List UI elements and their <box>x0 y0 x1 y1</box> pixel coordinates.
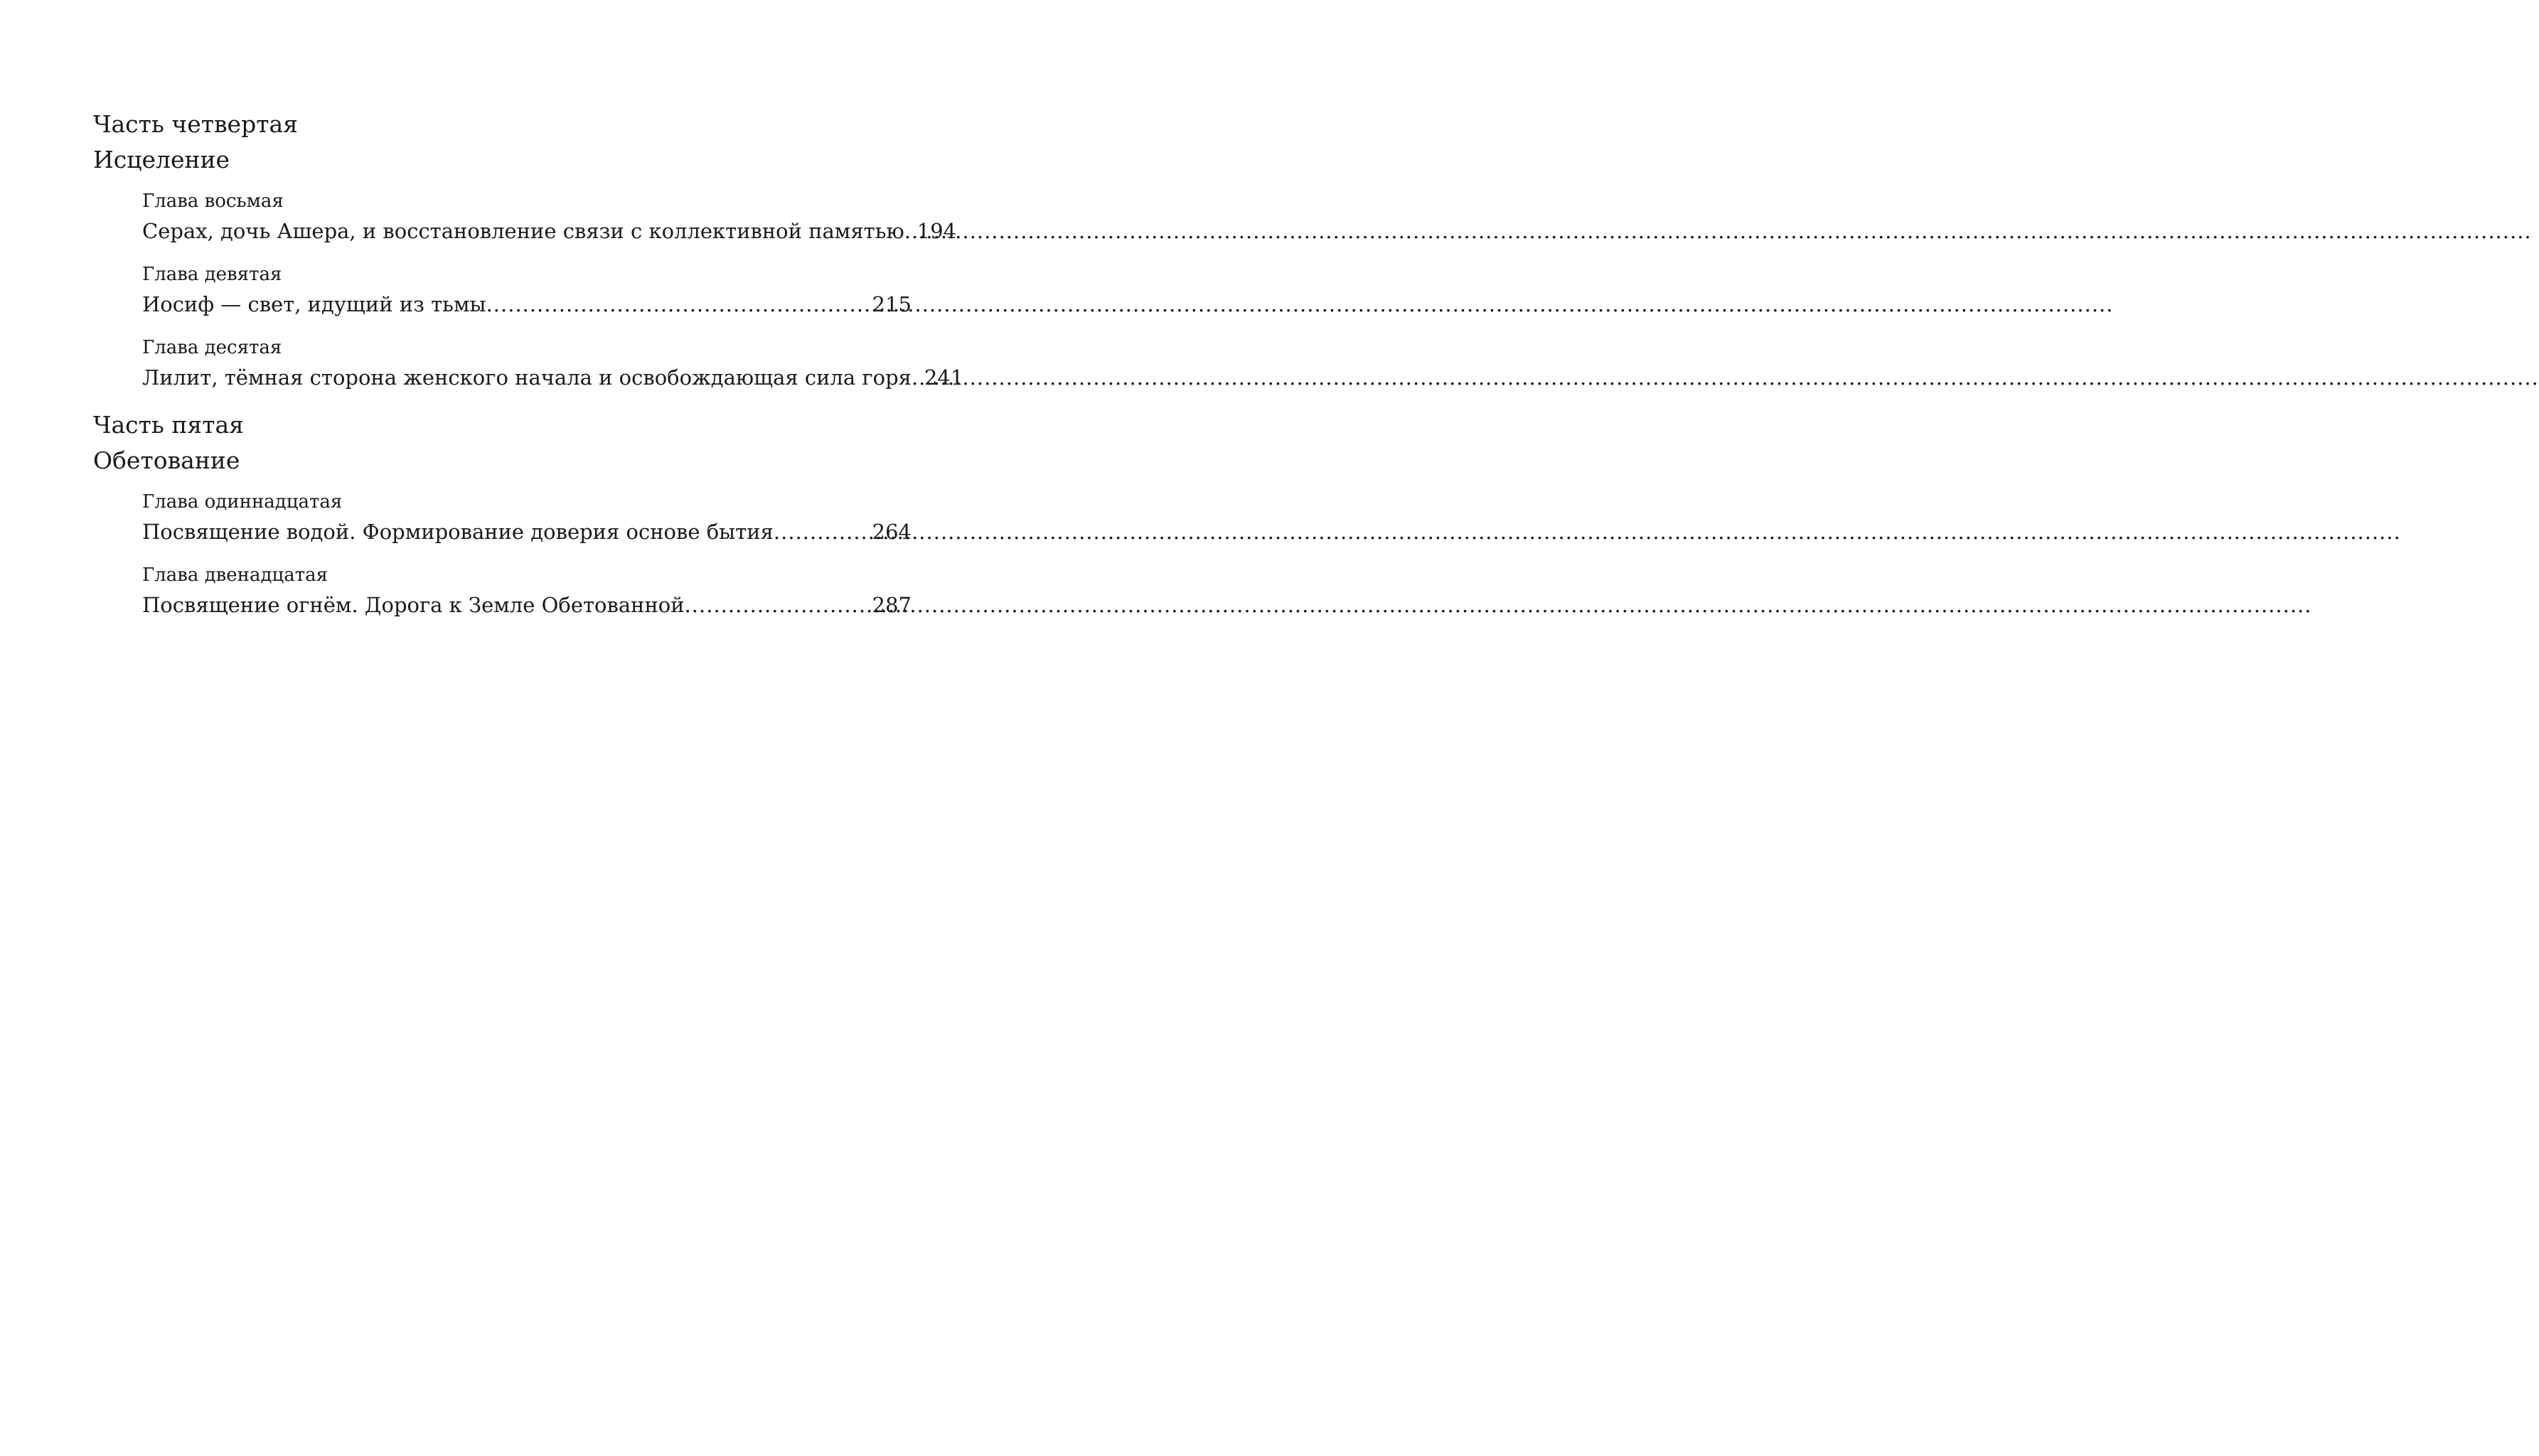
page-number: 287 <box>872 593 912 617</box>
toc-entry[interactable] <box>142 488 912 547</box>
chapter-title: Серах, дочь Ашера, и восстановление связи с коллективной памятью <box>142 219 904 243</box>
dot-leader <box>685 589 872 621</box>
page-number: 264 <box>872 520 912 544</box>
part-heading <box>93 107 911 178</box>
part-label: Часть пятая <box>93 411 244 439</box>
page-number: 194 <box>916 219 957 243</box>
chapter-label: Глава восьмая <box>142 191 284 212</box>
chapter-entry-line <box>142 516 912 547</box>
toc-entry[interactable] <box>142 333 964 393</box>
page-number: 241 <box>924 365 964 390</box>
chapter-label: Глава двенадцатая <box>142 564 328 586</box>
chapter-label: Глава девятая <box>142 264 282 285</box>
chapter-label: Глава одиннадцатая <box>142 491 343 513</box>
part-title: Обетование <box>93 446 240 474</box>
dot-leader <box>774 516 872 547</box>
table-of-contents-page <box>0 0 1022 1456</box>
chapter-title: Лилит, тёмная сторона женского начала и освобождающая сила горя <box>142 365 912 390</box>
toc-entry[interactable] <box>142 260 912 320</box>
part-label: Часть четвертая <box>93 110 298 138</box>
chapter-entry-line <box>142 589 912 621</box>
dot-leader <box>486 289 872 320</box>
chapter-entry-line <box>142 215 957 247</box>
dot-leader <box>912 362 924 393</box>
part-heading <box>93 407 911 478</box>
toc-entry[interactable] <box>142 561 912 621</box>
chapter-title: Посвящение огнём. Дорога к Земле Обетованной <box>142 593 685 617</box>
part-title: Исцеление <box>93 146 230 173</box>
page-number: 215 <box>872 292 912 316</box>
chapter-entry-line <box>142 362 964 393</box>
chapter-title: Иосиф — свет, идущий из тьмы <box>142 292 486 316</box>
chapter-title: Посвящение водой. Формирование доверия основе бытия <box>142 520 774 544</box>
chapter-label: Глава десятая <box>142 337 282 358</box>
chapter-entry-line <box>142 289 912 320</box>
dot-leader <box>904 215 917 247</box>
toc-entry[interactable] <box>142 187 957 247</box>
